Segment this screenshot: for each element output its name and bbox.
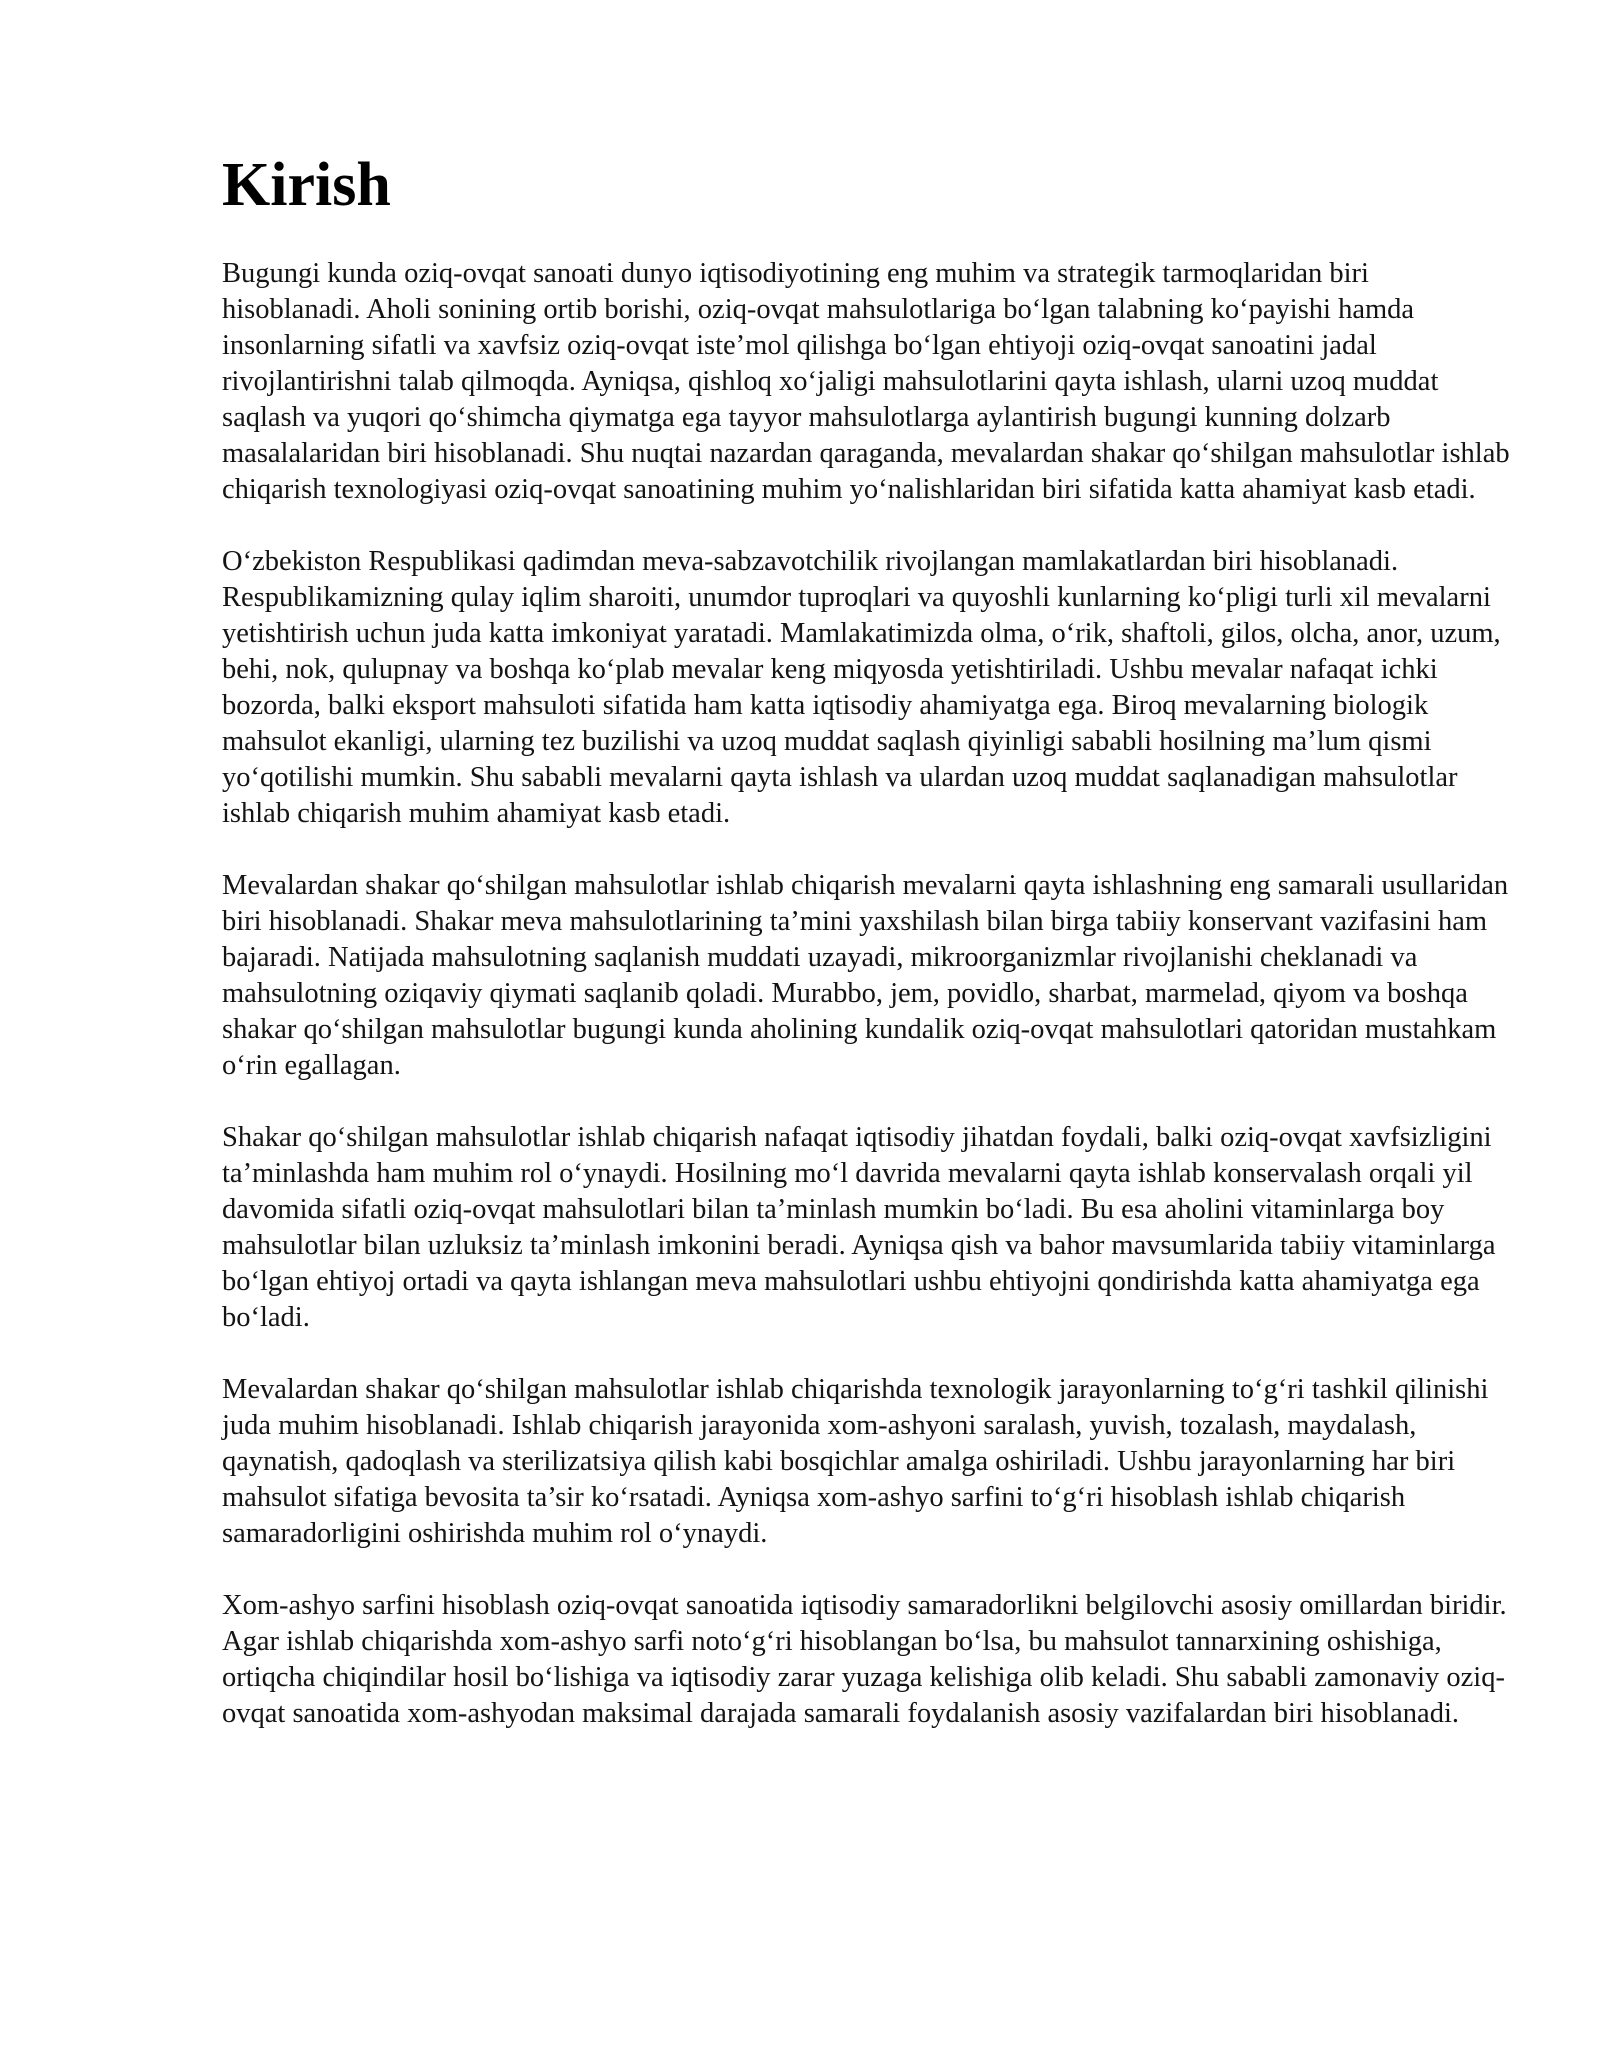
- paragraph: Bugungi kunda oziq-ovqat sanoati dunyo iqtisodiyotining eng muhim va strategik tarmoqlaridan biri hisoblanadi. Aholi sonining ortib borishi, oziq-ovqat mahsulotlariga bo‘lgan talabning ko‘payishi hamda insonlarning sifatli va xavfsiz oziq-ovqat iste’mol qilishga bo‘lgan ehtiyoji oziq-ovqat sanoatini jadal rivojlantirishni talab qilmoqda. Ayniqsa, qishloq xo‘jaligi mahsulotlarini qayta ishlash, ularni uzoq muddat saqlash va yuqori qo‘shimcha qiymatga ega tayyor mahsulotlarga aylantirish bugungi kunning dolzarb masalalaridan biri hisoblanadi. Shu nuqtai nazardan qaraganda, mevalardan shakar qo‘shilgan mahsulotlar ishlab chiqarish texnologiyasi oziq-ovqat sanoatining muhim yo‘nalishlaridan biri sifatida katta ahamiyat kasb etadi.: [222, 258, 1510, 505]
- paragraph: Shakar qo‘shilgan mahsulotlar ishlab chiqarish nafaqat iqtisodiy jihatdan foydali, balki oziq-ovqat xavfsizligini ta’minlashda ham muhim rol o‘ynaydi. Hosilning mo‘l davrida mevalarni qayta ishlab konservalash orqali yil davomida sifatli oziq-ovqat mahsulotlari bilan ta’minlash mumkin bo‘ladi. Bu esa aholini vitaminlarga boy mahsulotlar bilan uzluksiz ta’minlash imkonini beradi. Ayniqsa qish va bahor mavsumlarida tabiiy vitaminlarga bo‘lgan ehtiyoj ortadi va qayta ishlangan meva mahsulotlari ushbu ehtiyojni qondirishda katta ahamiyatga ega bo‘ladi.: [222, 1122, 1496, 1333]
- document-page: [222, 145, 1510, 1768]
- paragraph: O‘zbekiston Respublikasi qadimdan meva-sabzavotchilik rivojlangan mamlakatlardan biri hisoblanadi. Respublikamizning qulay iqlim sharoiti, unumdor tuproqlari va quyoshli kunlarning ko‘pligi turli xil mevalarni yetishtirish uchun juda katta imkoniyat yaratadi. Mamlakatimizda olma, o‘rik, shaftoli, gilos, olcha, anor, uzum, behi, nok, qulupnay va boshqa ko‘plab mevalar keng miqyosda yetishtiriladi. Ushbu mevalar nafaqat ichki bozorda, balki eksport mahsuloti sifatida ham katta iqtisodiy ahamiyatga ega. Biroq mevalarning biologik mahsulot ekanligi, ularning tez buzilishi va uzoq muddat saqlash qiyinligi sababli hosilning ma’lum qismi yo‘qotilishi mumkin. Shu sababli mevalarni qayta ishlash va ulardan uzoq muddat saqlanadigan mahsulotlar ishlab chiqarish muhim ahamiyat kasb etadi.: [222, 546, 1501, 829]
- paragraph: Xom-ashyo sarfini hisoblash oziq-ovqat sanoatida iqtisodiy samaradorlikni belgilovchi asosiy omillardan biridir. Agar ishlab chiqarishda xom-ashyo sarfi noto‘g‘ri hisoblangan bo‘lsa, bu mahsulot tannarxining oshishiga, ortiqcha chiqindilar hosil bo‘lishiga va iqtisodiy zarar yuzaga kelishiga olib keladi. Shu sababli zamonaviy oziq-ovqat sanoatida xom-ashyodan maksimal darajada samarali foydalanish asosiy vazifalardan biri hisoblanadi.: [222, 1590, 1507, 1729]
- paragraph: Mevalardan shakar qo‘shilgan mahsulotlar ishlab chiqarishda texnologik jarayonlarning to‘g‘ri tashkil qilinishi juda muhim hisoblanadi. Ishlab chiqarish jarayonida xom-ashyoni saralash, yuvish, tozalash, maydalash, qaynatish, qadoqlash va sterilizatsiya qilish kabi bosqichlar amalga oshiriladi. Ushbu jarayonlarning har biri mahsulot sifatiga bevosita ta’sir ko‘rsatadi. Ayniqsa xom-ashyo sarfini to‘g‘ri hisoblash ishlab chiqarish samaradorligini oshirishda muhim rol o‘ynaydi.: [222, 1374, 1489, 1549]
- paragraph: Mevalardan shakar qo‘shilgan mahsulotlar ishlab chiqarish mevalarni qayta ishlashning eng samarali usullaridan biri hisoblanadi. Shakar meva mahsulotlarining ta’mini yaxshilash bilan birga tabiiy konservant vazifasini ham bajaradi. Natijada mahsulotning saqlanish muddati uzayadi, mikroorganizmlar rivojlanishi cheklanadi va mahsulotning oziqaviy qiymati saqlanib qoladi. Murabbo, jem, povidlo, sharbat, marmelad, qiyom va boshqa shakar qo‘shilgan mahsulotlar bugungi kunda aholining kundalik oziq-ovqat mahsulotlari qatoridan mustahkam o‘rin egallagan.: [222, 870, 1509, 1081]
- document-title: Kirish: [222, 151, 391, 219]
- document-body: [222, 256, 1510, 1732]
